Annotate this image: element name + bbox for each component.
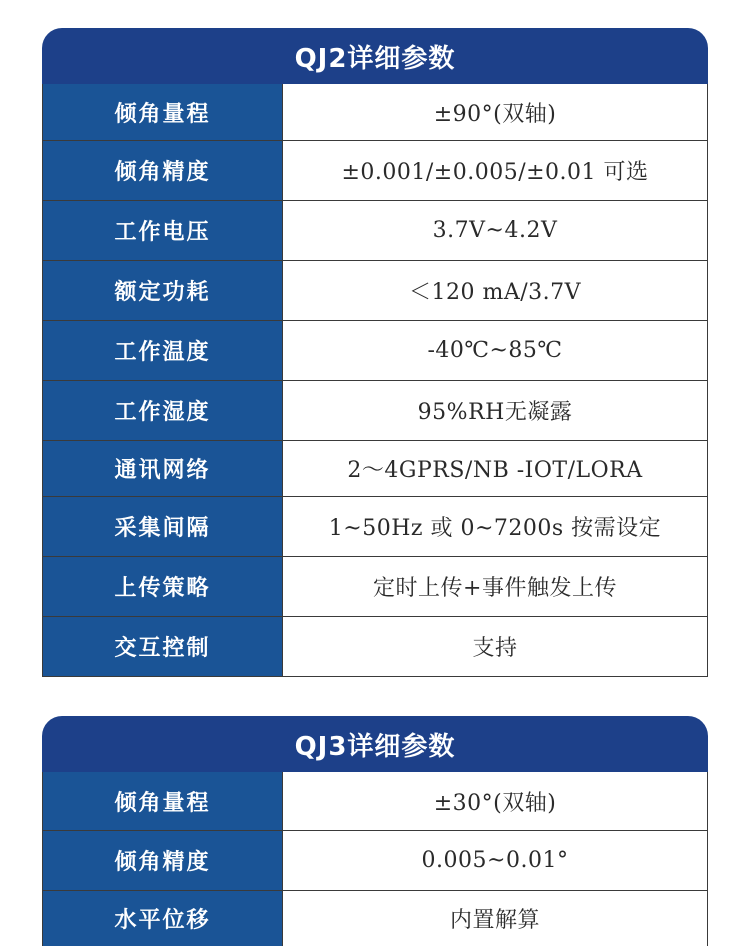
row-label: 倾角量程 bbox=[43, 772, 283, 830]
row-value: -40℃~85℃ bbox=[283, 321, 707, 380]
table-row bbox=[43, 84, 707, 140]
row-label: 工作湿度 bbox=[43, 381, 283, 440]
table-row bbox=[43, 200, 707, 260]
qj3-spec-table bbox=[42, 716, 708, 946]
qj2-table-body bbox=[42, 84, 708, 677]
table-row bbox=[43, 496, 707, 556]
row-label: 工作电压 bbox=[43, 201, 283, 260]
table-row bbox=[43, 260, 707, 320]
table-row bbox=[43, 440, 707, 496]
row-value: 2～4GPRS/NB -IOT/LORA bbox=[283, 441, 707, 496]
row-value: ±90°(双轴) bbox=[283, 84, 707, 140]
row-label: 倾角精度 bbox=[43, 141, 283, 200]
row-value: 内置解算 bbox=[283, 891, 707, 946]
row-label: 倾角量程 bbox=[43, 84, 283, 140]
row-value: ＜120 mA/3.7V bbox=[283, 261, 707, 320]
row-label: 工作温度 bbox=[43, 321, 283, 380]
row-label: 水平位移 bbox=[43, 891, 283, 946]
table-row bbox=[43, 140, 707, 200]
qj2-table-title: QJ2详细参数 bbox=[42, 28, 708, 84]
row-value: 3.7V~4.2V bbox=[283, 201, 707, 260]
table-row bbox=[43, 616, 707, 676]
row-label: 通讯网络 bbox=[43, 441, 283, 496]
table-row bbox=[43, 556, 707, 616]
row-label: 额定功耗 bbox=[43, 261, 283, 320]
row-value: 支持 bbox=[283, 617, 707, 676]
row-value: ±30°(双轴) bbox=[283, 772, 707, 830]
row-value: 1~50Hz 或 0~7200s 按需设定 bbox=[283, 497, 707, 556]
table-row bbox=[43, 772, 707, 830]
qj3-table-body bbox=[42, 772, 708, 946]
row-value: 95%RH无凝露 bbox=[283, 381, 707, 440]
row-label: 倾角精度 bbox=[43, 831, 283, 890]
qj2-spec-table bbox=[42, 28, 708, 677]
qj3-table-title: QJ3详细参数 bbox=[42, 716, 708, 772]
table-row bbox=[43, 890, 707, 946]
row-value: 定时上传+事件触发上传 bbox=[283, 557, 707, 616]
row-label: 交互控制 bbox=[43, 617, 283, 676]
table-row bbox=[43, 830, 707, 890]
row-value: 0.005~0.01° bbox=[283, 831, 707, 890]
row-label: 采集间隔 bbox=[43, 497, 283, 556]
table-row bbox=[43, 320, 707, 380]
row-label: 上传策略 bbox=[43, 557, 283, 616]
table-row bbox=[43, 380, 707, 440]
row-value: ±0.001/±0.005/±0.01 可选 bbox=[283, 141, 707, 200]
